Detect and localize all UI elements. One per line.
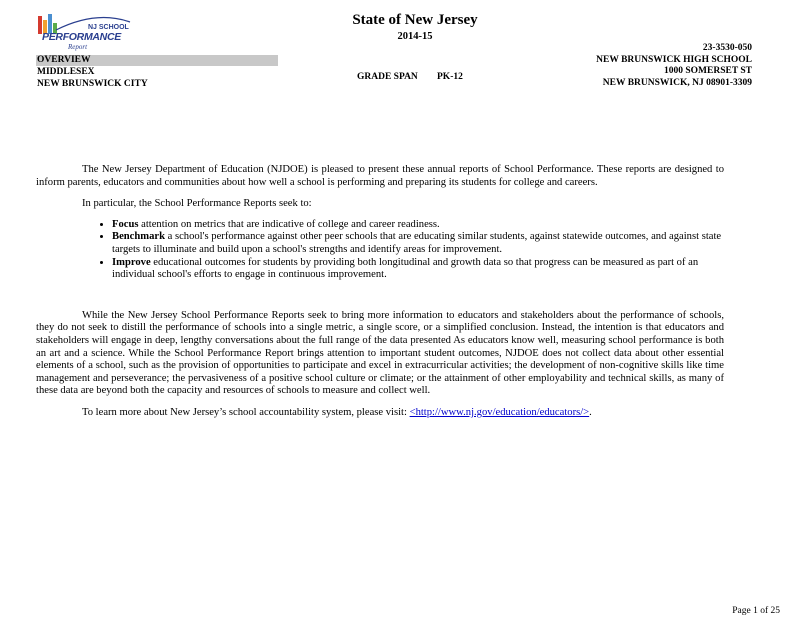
bullet-text: attention on metrics that are indicative of college and career readiness. bbox=[138, 218, 440, 230]
bullet-term: Benchmark bbox=[112, 231, 165, 243]
county-name: MIDDLESEX bbox=[37, 67, 95, 77]
grade-span-value: PK-12 bbox=[437, 72, 463, 82]
goals-list bbox=[36, 219, 724, 282]
logo-line1: NJ SCHOOL bbox=[88, 24, 129, 31]
learn-more-text: To learn more about New Jersey’s school accountability system, please visit: bbox=[82, 406, 410, 418]
report-body bbox=[36, 164, 724, 420]
bullet-term: Focus bbox=[112, 218, 139, 230]
learn-more-paragraph bbox=[36, 407, 724, 420]
city-name: NEW BRUNSWICK CITY bbox=[37, 79, 148, 89]
list-item bbox=[112, 219, 724, 232]
list-item bbox=[112, 257, 724, 282]
bullet-text: a school's performance against other peer schools that are educating similar students, against statewide outcomes, and against state targets to illuminate and build upon a school's strengths and identify areas for improvement. bbox=[112, 231, 722, 255]
section-overview: OVERVIEW bbox=[37, 55, 91, 65]
report-year: 2014-15 bbox=[397, 31, 433, 42]
school-address-line2: NEW BRUNSWICK, NJ 08901-3309 bbox=[602, 77, 752, 88]
goals-intro: In particular, the School Performance Reports seek to: bbox=[82, 198, 312, 210]
logo-line3: Report bbox=[68, 43, 88, 51]
page-title: State of New Jersey bbox=[352, 12, 478, 28]
educators-link[interactable]: <http://www.nj.gov/education/educators/> bbox=[409, 406, 590, 418]
logo-line2: PERFORMANCE bbox=[42, 31, 121, 43]
school-address-line1: 1000 SOMERSET ST bbox=[664, 66, 752, 76]
scope-paragraph: While the New Jersey School Performance Reports seek to bring more information to educators and stakeholders about the performance of schools, they do not seek to distill the performance of schools into a single metric, a single score, or a simplified conclusion. Instead, the intention is that educators and stakeholders will engage in deep, lengthy conversations about the full range of the data presented As educators know well, measuring school performance is both an art and a science. While the School Performance Report brings attention to important student outcomes, NJDOE does not collect data about other essential elements of a school, such as the provision of opportunities to participate and excel in extracurricular activities; the development of non-cognitive skills like time management and perseverance; the pervasiveness of a positive school culture or climate; or the attainment of other employability and technical skills, as many of these data are beyond both the capacity and resources of schools to measure and collect well. bbox=[36, 309, 724, 397]
grade-span-label: GRADE SPAN bbox=[357, 72, 418, 82]
list-item bbox=[112, 231, 724, 256]
school-info bbox=[596, 43, 752, 89]
page-number: Page 1 of 25 bbox=[732, 606, 780, 616]
bullet-text: educational outcomes for students by providing both longitudinal and growth data so that progress can be measured as part of an individual school's efforts to engage in continuous improvement. bbox=[112, 256, 699, 281]
bullet-term: Improve bbox=[112, 256, 151, 268]
intro-paragraph: The New Jersey Department of Education (NJDOE) is pleased to present these annual reports of School Performance. These reports are designed to inform parents, educators and communities about how well a school is performing and preparing its students for college and careers. bbox=[36, 164, 724, 188]
school-code: 23-3530-050 bbox=[702, 43, 752, 53]
school-name: NEW BRUNSWICK HIGH SCHOOL bbox=[596, 54, 752, 65]
learn-more-period: . bbox=[589, 406, 592, 418]
